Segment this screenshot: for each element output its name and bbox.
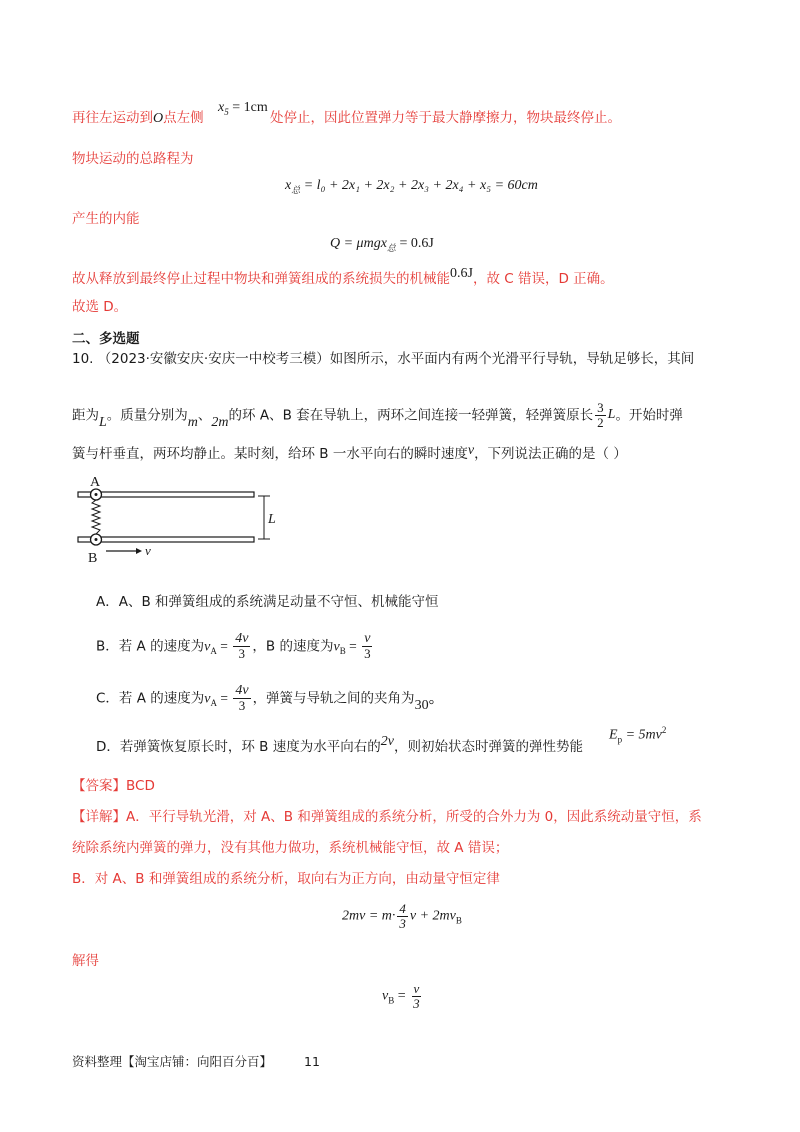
value-2v: 2v <box>380 734 394 749</box>
equation-total-distance <box>285 178 538 196</box>
text-span: 。质量分别为 <box>106 407 188 424</box>
label-b: B <box>88 551 98 566</box>
option-a: A．A、B 和弹簧组成的系统满足动量不守恒、机械能守恒 <box>96 594 439 610</box>
subscript: p <box>617 734 623 745</box>
text-span: 、 <box>197 407 212 424</box>
solution-line-3: 产生的内能 <box>72 211 140 227</box>
equals: = <box>216 638 232 654</box>
fraction-4-3 <box>397 902 408 931</box>
answer-line <box>72 777 155 795</box>
symbol-L: L <box>607 406 616 422</box>
text-span: ，B 的速度为 <box>252 638 334 655</box>
symbol-2m: 2m <box>211 414 229 430</box>
text-span: 再往左运动到 <box>72 110 153 126</box>
angle-value: 30° <box>414 697 435 713</box>
numerator: 4v <box>235 631 249 646</box>
bottom-rail <box>78 537 254 542</box>
question-line-2 <box>72 401 683 430</box>
question-line-3 <box>72 445 627 464</box>
var-v: v <box>333 639 340 655</box>
ring-b-center <box>95 538 98 541</box>
question-number: 10. <box>72 351 94 367</box>
var-v: v <box>204 639 211 655</box>
equation-ep <box>609 725 666 744</box>
subscript: B <box>455 915 462 926</box>
subscript: B <box>339 646 346 657</box>
fraction-4v-3 <box>233 684 250 713</box>
equation-momentum <box>342 902 462 931</box>
denominator: 3 <box>364 646 371 661</box>
text-span: 簧与杆垂直，两环均静止。某时刻，给环 B 一水平向右的瞬时速度 <box>72 446 468 462</box>
symbol-O: O <box>153 111 164 126</box>
solution-line-2: 物块运动的总路程为 <box>72 151 194 167</box>
page-number: 11 <box>304 1054 320 1069</box>
denominator: 2 <box>597 415 604 430</box>
var-x: x <box>218 100 225 115</box>
detail-line-2: 统除系统内弹簧的弹力，没有其他力做功，系统机械能守恒，故 A 错误； <box>72 840 509 856</box>
denominator: 3 <box>238 646 246 661</box>
option-d <box>96 734 583 757</box>
solution-line-1 <box>72 109 204 128</box>
subscript: B <box>388 995 395 1006</box>
question-source: （2023·安徽安庆·安庆一中校考三模） <box>97 351 330 367</box>
fraction-v-3 <box>411 982 422 1011</box>
equals: = <box>345 638 361 654</box>
equals: = <box>216 690 232 706</box>
text-span: 故从释放到最终停止过程中物块和弹簧组成的系统损失的机械能 <box>72 271 450 287</box>
solution-line-4 <box>72 266 614 289</box>
equation-heat <box>330 236 434 254</box>
equation-vb <box>382 982 424 1011</box>
option-b <box>96 632 375 661</box>
symbol-L: L <box>99 414 107 430</box>
answer-value: BCD <box>126 778 155 794</box>
var-v: v <box>382 988 389 1004</box>
detail-label: 【详解】 <box>72 809 126 825</box>
symbol-m: m <box>187 414 198 430</box>
text-span: ，弹簧与导轨之间的夹角为 <box>252 690 415 707</box>
equation-rest: = 5mv <box>622 727 662 743</box>
detail-line-3: B．对 A、B 和弹簧组成的系统分析，取向右为正方向，由动量守恒定律 <box>72 871 500 887</box>
fraction-3-2 <box>595 401 606 430</box>
footer <box>72 1052 320 1070</box>
question-line-1 <box>72 350 694 368</box>
text-span: 的环 A、B 套在导轨上，两环之间连接一轻弹簧，轻弹簧原长 <box>228 407 594 424</box>
value-06J: 0.6J <box>450 266 473 281</box>
text-span: B．若 A 的速度为 <box>96 638 205 655</box>
label-a: A <box>90 475 101 490</box>
text-span: ，故 C 错误，D 正确。 <box>472 271 614 287</box>
numerator: 4v <box>235 683 249 698</box>
equation-left: Q = μmgx <box>330 236 387 251</box>
denominator: 3 <box>399 916 406 931</box>
detail-line-4: 解得 <box>72 953 99 969</box>
equation-rest: v + 2mv <box>409 908 456 924</box>
question-text: 如图所示，水平面内有两个光滑平行导轨，导轨足够长，其间 <box>329 351 695 367</box>
section-heading: 二、多选题 <box>72 331 140 347</box>
numerator: v <box>364 631 371 646</box>
solution-line-5: 故选 D。 <box>72 299 128 315</box>
rails-spring-diagram <box>70 472 290 572</box>
value: = 1cm <box>228 100 268 115</box>
equation-rest: = 0.6J <box>395 236 434 251</box>
symbol-v: v <box>467 443 475 458</box>
text-span: A．平行导轨光滑，对 A、B 和弹簧组成的系统分析，所受的合外力为 0，因此系统动量守恒，系 <box>126 809 702 825</box>
ring-a-center <box>95 493 98 496</box>
equation-rest: = l₀ + 2x₁ + 2x₂ + 2x₃ + 2x₄ + x₅ = 60cm <box>300 178 538 193</box>
fraction-4v-3 <box>233 632 250 661</box>
footer-source: 资料整理【淘宝店铺：向阳百分百】 <box>72 1054 273 1069</box>
numerator: v <box>413 981 420 996</box>
equals: = <box>394 988 410 1004</box>
spring <box>92 500 100 534</box>
denominator: 3 <box>238 698 246 713</box>
text-span: 。开始时弹 <box>615 407 683 424</box>
text-span: 距为 <box>72 407 99 424</box>
denominator: 3 <box>413 996 420 1011</box>
text-span: 点左侧 <box>163 110 204 126</box>
subscript: 总 <box>386 242 396 253</box>
solution-line-1-end: 处停止，因此位置弹力等于最大静摩擦力，物块最终停止。 <box>270 110 621 126</box>
numerator: 3 <box>597 400 604 415</box>
var-x: x <box>285 178 292 193</box>
equation-left: 2mv = m· <box>342 908 396 924</box>
text-span: D．若弹簧恢复原长时，环 B 速度为水平向右的 <box>96 739 381 755</box>
top-rail <box>78 492 254 497</box>
velocity-arrowhead <box>136 548 142 554</box>
subscript: A <box>210 646 217 657</box>
text-span: ，则初始状态时弹簧的弹性势能 <box>393 739 583 755</box>
numerator: 4 <box>399 901 406 916</box>
label-L: L <box>268 512 276 527</box>
text-span: C．若 A 的速度为 <box>96 690 205 707</box>
detail-line-1 <box>72 808 702 826</box>
label-v: v <box>145 543 151 558</box>
equation-x5 <box>218 100 268 117</box>
subscript: 5 <box>224 106 229 117</box>
var-v: v <box>204 691 211 707</box>
text-span: ，下列说法正确的是（ ） <box>474 446 627 462</box>
fraction-v-3 <box>362 632 373 661</box>
answer-label: 【答案】 <box>72 778 126 794</box>
option-c <box>96 684 434 713</box>
subscript: 总 <box>291 184 301 195</box>
var-E: E <box>609 727 618 743</box>
superscript: 2 <box>661 725 667 735</box>
subscript: A <box>210 698 217 709</box>
